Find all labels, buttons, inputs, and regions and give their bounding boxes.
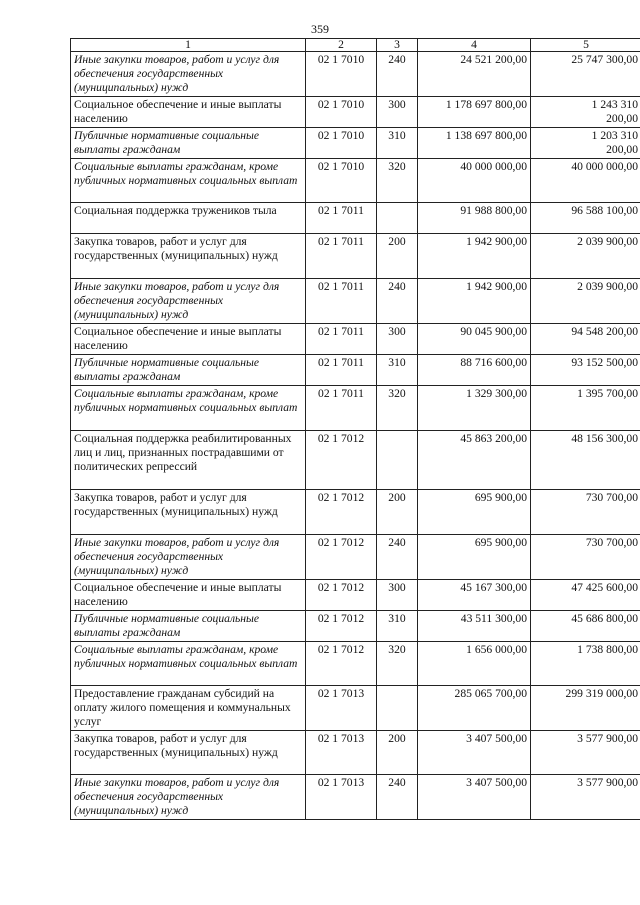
table-row <box>71 535 640 580</box>
table-row <box>71 279 640 324</box>
table-row <box>71 580 640 611</box>
table-row <box>71 686 640 731</box>
table-row <box>71 431 640 490</box>
row-type: 300 <box>377 324 418 355</box>
row-type <box>377 686 418 731</box>
column-header: 4 <box>418 39 531 52</box>
row-name: Социальная поддержка реабилитированных лиц и лиц, признанных пострадавшими от политических репрессий <box>71 431 306 490</box>
row-sum-year1: 90 045 900,00 <box>418 324 531 355</box>
row-type: 240 <box>377 535 418 580</box>
row-code: 02 1 7010 <box>306 159 377 203</box>
row-sum-year2: 1 203 310 200,00 <box>531 128 640 159</box>
table-body <box>71 52 640 820</box>
row-sum-year1: 1 942 900,00 <box>418 279 531 324</box>
row-type: 310 <box>377 611 418 642</box>
table-row <box>71 52 640 97</box>
row-name: Социальное обеспечение и иные выплаты населению <box>71 324 306 355</box>
row-sum-year2: 2 039 900,00 <box>531 279 640 324</box>
table-row <box>71 611 640 642</box>
row-sum-year1: 1 178 697 800,00 <box>418 97 531 128</box>
row-sum-year2: 1 738 800,00 <box>531 642 640 686</box>
row-type: 320 <box>377 159 418 203</box>
row-sum-year2: 730 700,00 <box>531 535 640 580</box>
row-code: 02 1 7012 <box>306 431 377 490</box>
row-sum-year1: 1 138 697 800,00 <box>418 128 531 159</box>
column-header: 5 <box>531 39 640 52</box>
table-row <box>71 97 640 128</box>
row-name: Публичные нормативные социальные выплаты гражданам <box>71 611 306 642</box>
table-row <box>71 324 640 355</box>
row-type: 320 <box>377 642 418 686</box>
row-name: Закупка товаров, работ и услуг для государственных (муниципальных) нужд <box>71 234 306 279</box>
row-sum-year1: 695 900,00 <box>418 490 531 535</box>
row-sum-year2: 1 395 700,00 <box>531 386 640 431</box>
row-type: 240 <box>377 279 418 324</box>
row-sum-year1: 45 863 200,00 <box>418 431 531 490</box>
row-sum-year1: 40 000 000,00 <box>418 159 531 203</box>
row-code: 02 1 7010 <box>306 97 377 128</box>
row-name: Публичные нормативные социальные выплаты гражданам <box>71 355 306 386</box>
row-sum-year1: 45 167 300,00 <box>418 580 531 611</box>
row-type: 310 <box>377 355 418 386</box>
row-code: 02 1 7011 <box>306 386 377 431</box>
page-number: 359 <box>311 22 329 36</box>
column-header: 1 <box>71 39 306 52</box>
row-name: Закупка товаров, работ и услуг для государственных (муниципальных) нужд <box>71 731 306 775</box>
row-type: 300 <box>377 580 418 611</box>
row-code: 02 1 7013 <box>306 686 377 731</box>
row-name: Социальная поддержка тружеников тыла <box>71 203 306 234</box>
row-code: 02 1 7011 <box>306 355 377 386</box>
row-sum-year1: 24 521 200,00 <box>418 52 531 97</box>
table-row <box>71 203 640 234</box>
row-sum-year2: 47 425 600,00 <box>531 580 640 611</box>
row-name: Иные закупки товаров, работ и услуг для обеспечения государственных (муниципальных) нужд <box>71 279 306 324</box>
table-row <box>71 159 640 203</box>
row-name: Иные закупки товаров, работ и услуг для обеспечения государственных (муниципальных) нужд <box>71 535 306 580</box>
row-sum-year2: 94 548 200,00 <box>531 324 640 355</box>
table-row <box>71 490 640 535</box>
row-sum-year1: 1 329 300,00 <box>418 386 531 431</box>
row-type: 240 <box>377 775 418 820</box>
row-code: 02 1 7011 <box>306 324 377 355</box>
row-code: 02 1 7011 <box>306 234 377 279</box>
row-sum-year1: 88 716 600,00 <box>418 355 531 386</box>
row-name: Социальное обеспечение и иные выплаты населению <box>71 97 306 128</box>
row-type: 200 <box>377 234 418 279</box>
row-code: 02 1 7012 <box>306 490 377 535</box>
row-type: 200 <box>377 490 418 535</box>
row-type: 320 <box>377 386 418 431</box>
row-code: 02 1 7012 <box>306 535 377 580</box>
row-code: 02 1 7011 <box>306 279 377 324</box>
row-sum-year1: 695 900,00 <box>418 535 531 580</box>
row-name: Социальные выплаты гражданам, кроме публичных нормативных социальных выплат <box>71 159 306 203</box>
row-sum-year2: 45 686 800,00 <box>531 611 640 642</box>
row-code: 02 1 7013 <box>306 775 377 820</box>
column-header: 2 <box>306 39 377 52</box>
row-sum-year2: 48 156 300,00 <box>531 431 640 490</box>
budget-table <box>70 38 640 820</box>
row-code: 02 1 7013 <box>306 731 377 775</box>
row-sum-year2: 3 577 900,00 <box>531 775 640 820</box>
row-type: 240 <box>377 52 418 97</box>
row-sum-year2: 299 319 000,00 <box>531 686 640 731</box>
row-name: Иные закупки товаров, работ и услуг для обеспечения государственных (муниципальных) нужд <box>71 52 306 97</box>
row-type <box>377 203 418 234</box>
row-type <box>377 431 418 490</box>
table-row <box>71 731 640 775</box>
row-sum-year2: 730 700,00 <box>531 490 640 535</box>
row-sum-year1: 43 511 300,00 <box>418 611 531 642</box>
column-header: 3 <box>377 39 418 52</box>
table-row <box>71 355 640 386</box>
row-sum-year1: 285 065 700,00 <box>418 686 531 731</box>
row-name: Предоставление гражданам субсидий на оплату жилого помещения и коммунальных услуг <box>71 686 306 731</box>
table-row <box>71 128 640 159</box>
row-code: 02 1 7012 <box>306 642 377 686</box>
row-sum-year2: 3 577 900,00 <box>531 731 640 775</box>
row-sum-year2: 2 039 900,00 <box>531 234 640 279</box>
row-type: 200 <box>377 731 418 775</box>
row-sum-year2: 93 152 500,00 <box>531 355 640 386</box>
row-sum-year1: 1 656 000,00 <box>418 642 531 686</box>
table-row <box>71 386 640 431</box>
row-code: 02 1 7010 <box>306 52 377 97</box>
row-code: 02 1 7012 <box>306 580 377 611</box>
table-row <box>71 642 640 686</box>
row-name: Социальные выплаты гражданам, кроме публичных нормативных социальных выплат <box>71 386 306 431</box>
row-sum-year2: 40 000 000,00 <box>531 159 640 203</box>
row-name: Публичные нормативные социальные выплаты гражданам <box>71 128 306 159</box>
row-name: Иные закупки товаров, работ и услуг для обеспечения государственных (муниципальных) нужд <box>71 775 306 820</box>
row-sum-year1: 1 942 900,00 <box>418 234 531 279</box>
row-sum-year1: 91 988 800,00 <box>418 203 531 234</box>
row-sum-year1: 3 407 500,00 <box>418 731 531 775</box>
row-sum-year2: 1 243 310 200,00 <box>531 97 640 128</box>
row-name: Социальные выплаты гражданам, кроме публичных нормативных социальных выплат <box>71 642 306 686</box>
table-row <box>71 775 640 820</box>
row-sum-year2: 25 747 300,00 <box>531 52 640 97</box>
row-code: 02 1 7010 <box>306 128 377 159</box>
row-sum-year1: 3 407 500,00 <box>418 775 531 820</box>
table-row <box>71 234 640 279</box>
row-type: 300 <box>377 97 418 128</box>
row-code: 02 1 7011 <box>306 203 377 234</box>
row-name: Закупка товаров, работ и услуг для государственных (муниципальных) нужд <box>71 490 306 535</box>
row-sum-year2: 96 588 100,00 <box>531 203 640 234</box>
row-type: 310 <box>377 128 418 159</box>
row-name: Социальное обеспечение и иные выплаты населению <box>71 580 306 611</box>
row-code: 02 1 7012 <box>306 611 377 642</box>
table-header-row <box>71 39 640 52</box>
